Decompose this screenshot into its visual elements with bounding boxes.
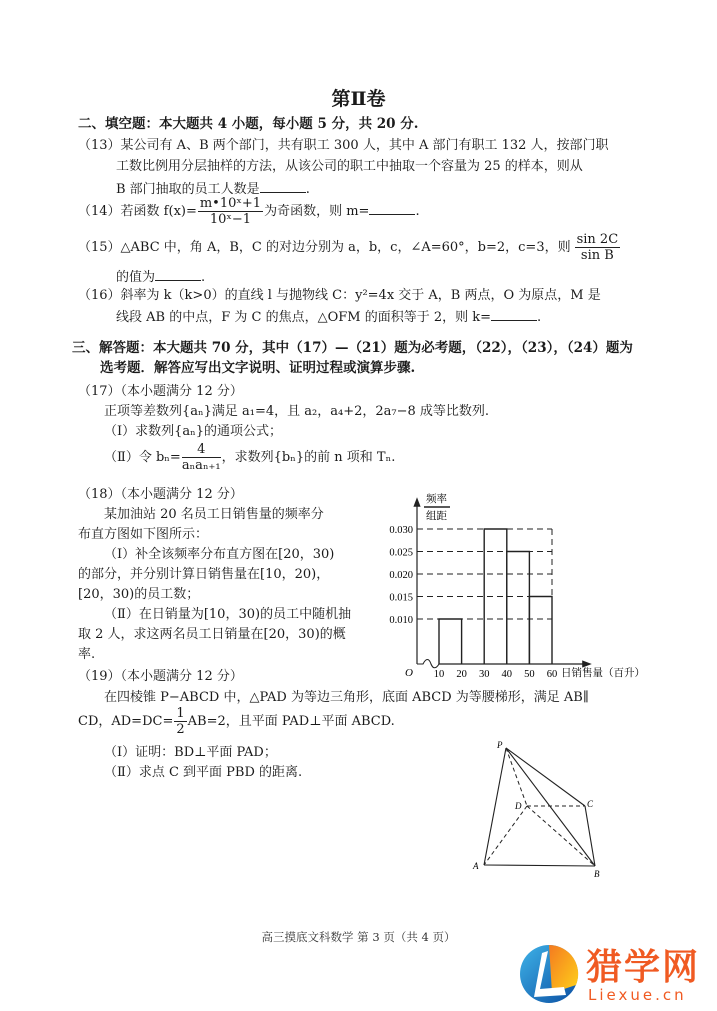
q13-line2: 工数比例用分层抽样的方法，从该公司的职工中抽取一个容量为 25 的样本，则从 (116, 159, 583, 174)
q16-line2: 线段 AB 的中点，F 为 C 的焦点，△OFM 的面积等于 2，则 k= (116, 310, 491, 325)
q14-fraction: $\frac{\text{m•10ˣ+1}}{\text{10ˣ−1}}$ (199, 196, 262, 227)
q14-post: 为奇函数，则 m= (264, 204, 370, 219)
histogram-bar (439, 619, 462, 664)
x-tick-label: 50 (524, 669, 535, 680)
watermark-url: Liexue.cn (588, 986, 687, 1004)
q19-line1: 在四棱锥 P−ABCD 中，△PAD 为等边三角形，底面 ABCD 为等腰梯形，满足 AB∥ (104, 690, 589, 705)
x-tick-label: 60 (546, 669, 558, 680)
edge-DA (484, 806, 527, 865)
edge-PC (506, 748, 585, 806)
q18-line: 取 2 人，求这两名员工日销量在[20，30)的概 (78, 627, 346, 642)
vertex-label-P: P (497, 740, 503, 750)
x-tick-label: 10 (433, 669, 445, 680)
x-tick-label: 20 (456, 669, 467, 680)
xlabel: 日销售量（百升） (561, 668, 645, 679)
section-3-heading-line2: 选考题．解答应写出文字说明、证明过程或演算步骤. (100, 360, 416, 376)
q14-pre: 若函数 f(x)= (120, 204, 197, 219)
y-tick-label: 0.015 (389, 592, 413, 604)
answer-blank (260, 180, 306, 193)
q18-line: 的部分，并分别计算日销售量在[10，20)， (78, 567, 330, 582)
liexue-logo-icon (518, 943, 580, 1005)
q13-number: （13） (78, 138, 121, 153)
q19-part1: （Ⅰ）证明：BD⊥平面 PAD； (104, 745, 277, 760)
histogram-bar (507, 552, 530, 665)
y-tick-label: 0.020 (389, 570, 413, 581)
q17-part2-pre: （Ⅱ）令 bₙ= (104, 450, 181, 465)
q15-number: （15） (78, 240, 121, 255)
q17-part2-post: ，求数列{bₙ}的前 n 项和 Tₙ. (221, 450, 396, 465)
q19-header: （19）（本小题满分 12 分） (78, 669, 243, 684)
q19-fraction: $\frac{1}{2}$ (176, 706, 185, 737)
origin-label: O (405, 667, 413, 679)
x-tick-label: 30 (478, 669, 490, 680)
ylabel-denominator: 组距 (426, 511, 447, 522)
x-axis-break (417, 660, 439, 668)
paper-title: 第Ⅱ卷 (331, 88, 386, 110)
q18-line: 某加油站 20 名员工日销售量的频率分 (104, 507, 324, 522)
q17-stem: 正项等差数列{aₙ}满足 a₁=4，且 a₂，a₄+2，2a₇−8 成等比数列. (104, 404, 490, 419)
q13-line1: 某公司有 A、B 两个部门，共有职工 300 人，其中 A 部门有职工 132 人，按部门职 (120, 138, 609, 153)
q19-line2-pre: CD，AD=DC= (78, 714, 174, 729)
edge-DB (527, 806, 595, 866)
page-footer: 高三摸底文科数学 第 3 页（共 4 页） (261, 930, 456, 944)
edge-AB (484, 865, 595, 866)
q15-line2: 的值为 (116, 270, 156, 285)
section-3-heading-line1: 三、解答题：本大题共 70 分，其中（17）—（21）题为必考题，（22），（23），（24）题为 (72, 340, 633, 356)
q17-part1: （Ⅰ）求数列{aₙ}的通项公式； (104, 424, 283, 439)
q13-line3: B 部门抽取的员工人数是 (116, 182, 260, 197)
answer-blank (155, 268, 201, 281)
answer-blank (369, 202, 415, 215)
q18-part2: （Ⅱ）在日销量为[10，30)的员工中随机抽 (104, 607, 352, 622)
ylabel-numerator: 频率 (426, 494, 447, 505)
x-tick-label: 40 (501, 669, 513, 680)
q16-number: （16） (78, 288, 121, 303)
q15-fraction: $\frac{\sin 2C}{\text{sin B}}$ (576, 232, 619, 263)
histogram-bar (529, 597, 552, 665)
edge-CB (585, 806, 595, 866)
q18-part1: （Ⅰ）补全该频率分布直方图在[20，30) (104, 547, 335, 562)
edge-PA (484, 748, 506, 865)
y-tick-label: 0.010 (389, 615, 413, 626)
vertex-label-A: A (473, 861, 479, 871)
q17-fraction: $\frac{4}{\text{aₙaₙ₊₁}}$ (181, 442, 221, 473)
vertex-label-D: D (515, 801, 522, 811)
q18-header: （18）（本小题满分 12 分） (78, 487, 243, 502)
y-tick-label: 0.025 (389, 547, 413, 559)
q15-line1: △ABC 中，角 A，B，C 的对边分别为 a，b，c，∠A=60°，b=2，c=3，则 (120, 240, 571, 255)
pyramid-figure (460, 735, 620, 880)
q18-line: 布直方图如下图所示： (78, 527, 209, 542)
vertex-label-C: C (587, 799, 594, 809)
watermark-name: 猎学网 (586, 947, 701, 988)
vertex-label-B: B (594, 869, 600, 879)
q19-part2: （Ⅱ）求点 C 到平面 PBD 的距离. (104, 765, 303, 780)
q18-line: [20，30)的员工数； (78, 587, 200, 602)
q14-number: （14） (78, 204, 121, 219)
q16-line1: 斜率为 k（k>0）的直线 l 与抛物线 C：y²=4x 交于 A，B 两点，O 为原点，M 是 (120, 288, 601, 303)
answer-blank (491, 308, 537, 321)
q18-line: 率. (78, 647, 96, 662)
question-14: （14）若函数 f(x)= $\frac{\text{m•10ˣ+1}}{\text{10ˣ−1}}$ 为奇函数，则 m= . (78, 196, 420, 227)
q19-line2-post: AB=2，且平面 PAD⊥平面 ABCD. (187, 714, 395, 729)
section-2-heading: 二、填空题：本大题共 4 小题，每小题 5 分，共 20 分. (78, 116, 419, 132)
frequency-histogram (375, 488, 675, 688)
y-tick-label: 0.030 (389, 525, 413, 536)
watermark-logo (514, 941, 714, 1007)
edge-PD (506, 748, 527, 806)
q17-header: （17）（本小题满分 12 分） (78, 384, 243, 399)
